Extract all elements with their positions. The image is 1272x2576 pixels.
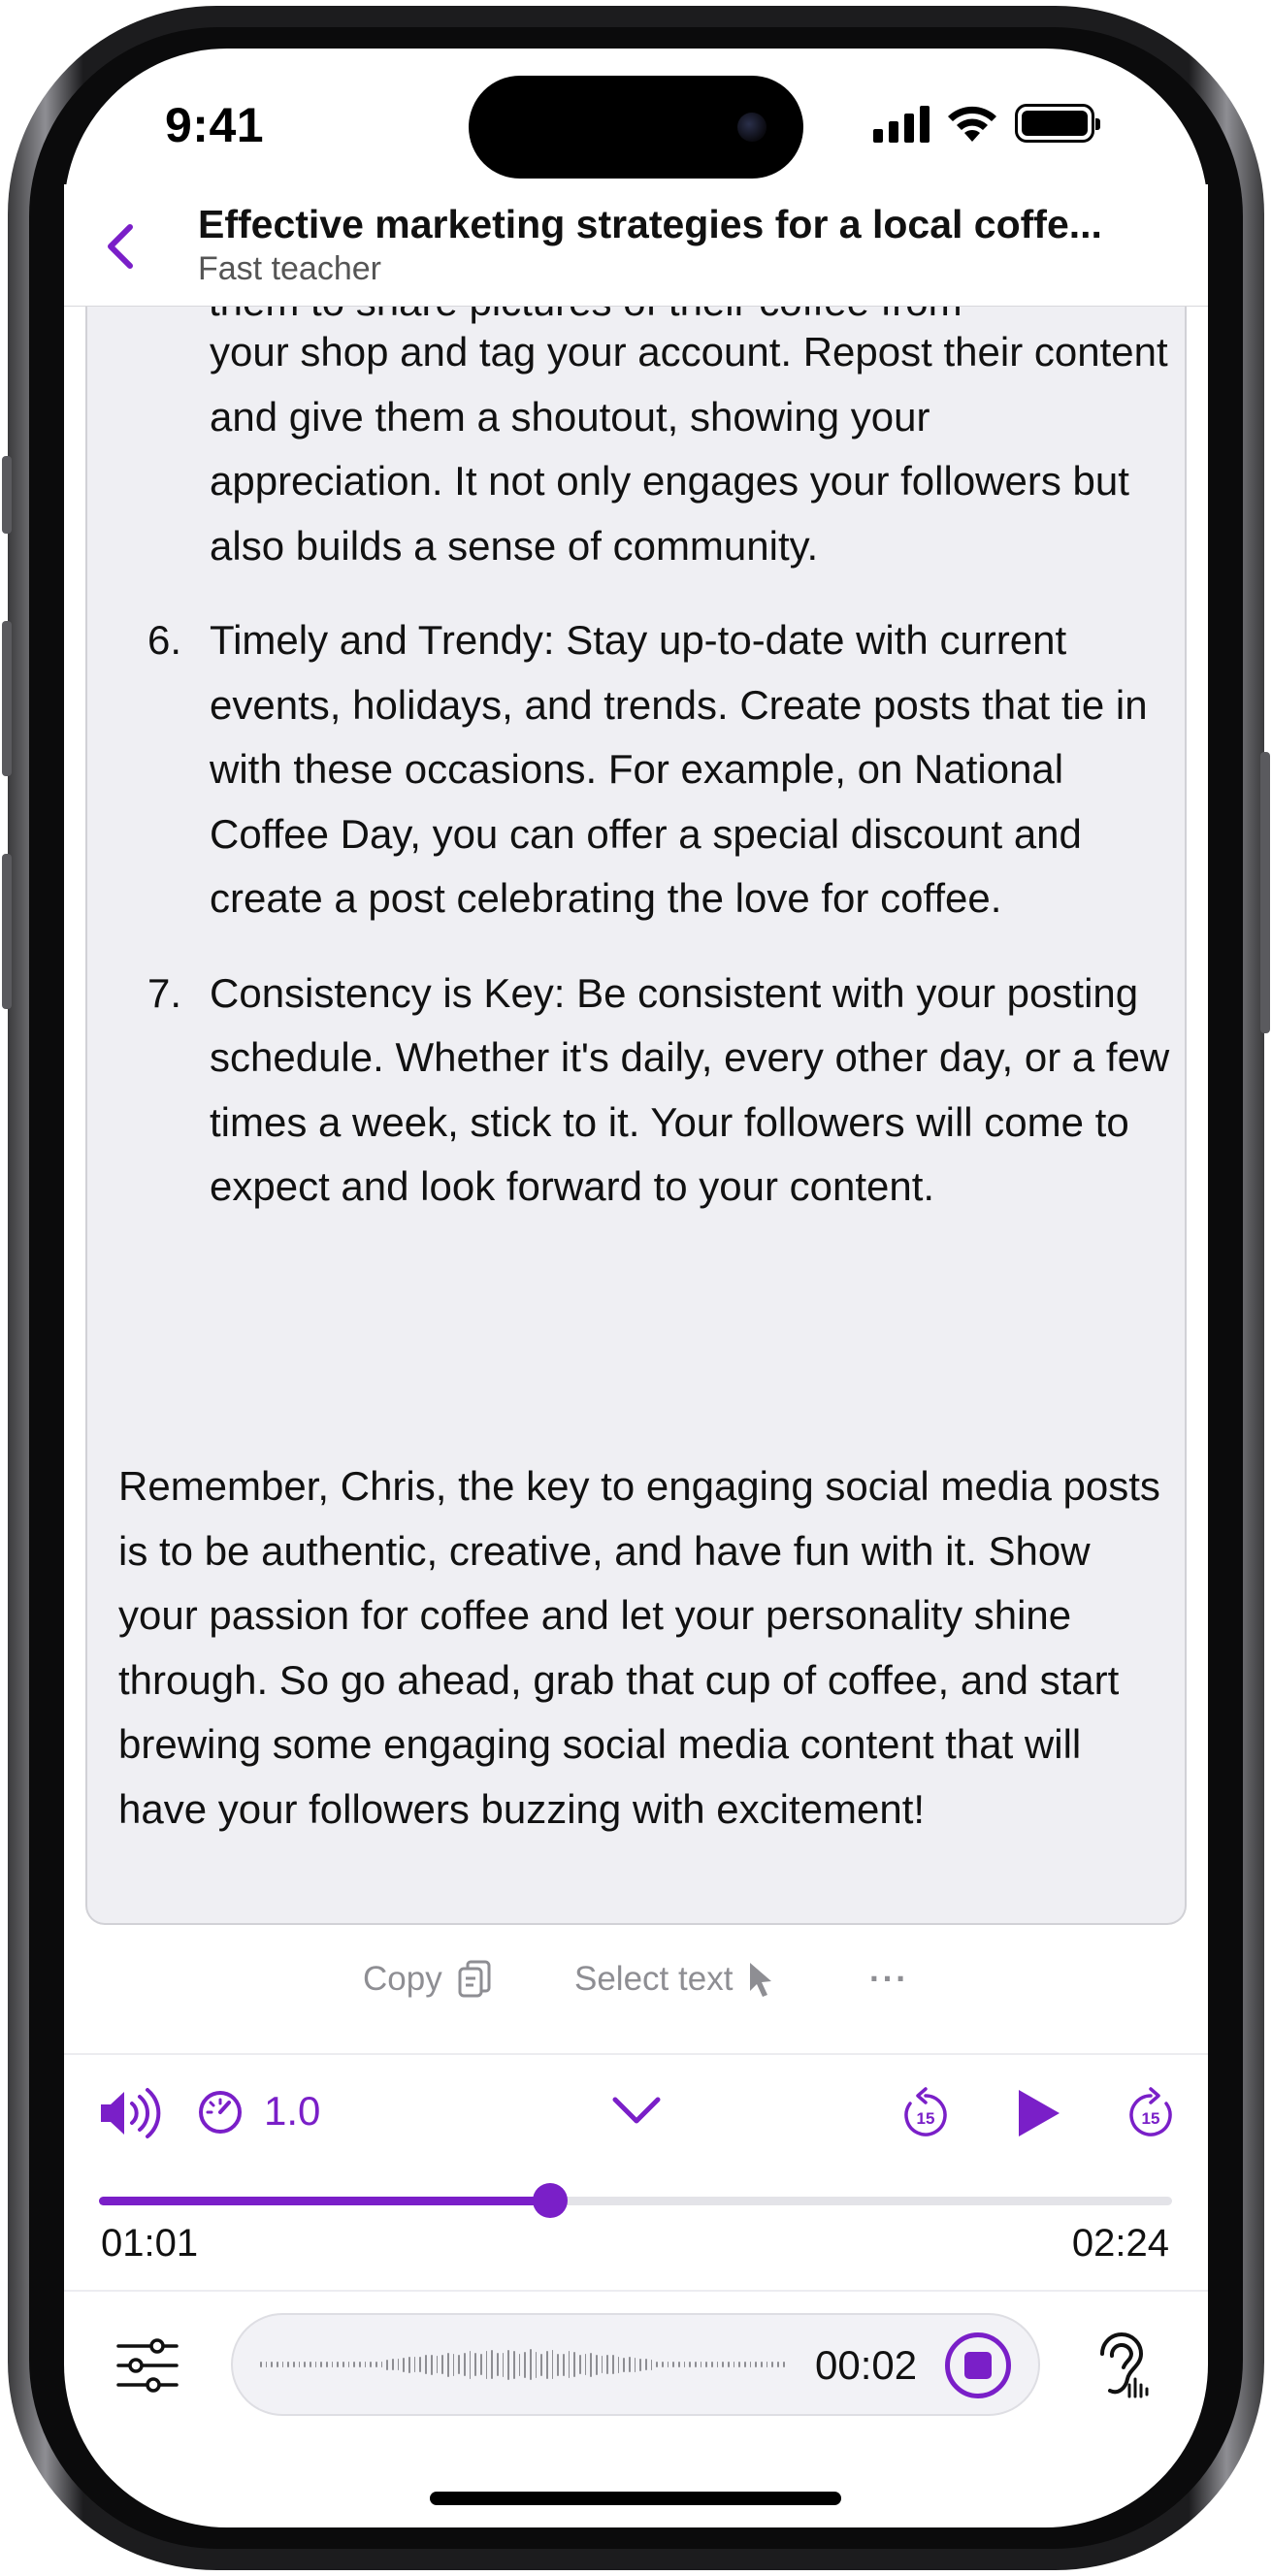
speed-gauge-icon[interactable] xyxy=(196,2088,245,2136)
waveform-bar xyxy=(602,2356,603,2373)
status-icons xyxy=(873,101,1094,146)
waveform-bar xyxy=(552,2350,554,2379)
page-subtitle: Fast teacher xyxy=(198,250,381,287)
copy-icon xyxy=(456,1959,493,2000)
waveform-bar xyxy=(585,2354,587,2375)
waveform-bar xyxy=(326,2362,328,2367)
waveform-bar xyxy=(590,2353,592,2377)
message-actions xyxy=(64,1950,1208,2008)
dynamic-island xyxy=(469,76,803,179)
waveform-bar xyxy=(260,2362,262,2367)
play-icon[interactable] xyxy=(1013,2086,1063,2140)
waveform-bar xyxy=(524,2352,526,2378)
side-button-volume-down xyxy=(2,854,12,1009)
waveform-bar xyxy=(293,2362,295,2367)
waveform-bar xyxy=(695,2362,697,2367)
list-text: Timely and Trendy: Stay up-to-date with current events, holidays, and trends. Create posts that tie in with these occasions. For example, on National Coffee Day, you can offer a special discount and create a post celebrating the love for coffee. xyxy=(210,617,1148,921)
sliders-settings-icon[interactable] xyxy=(114,2336,180,2395)
waveform-bar xyxy=(701,2362,702,2367)
waveform-bar xyxy=(474,2353,476,2376)
skip-forward-seconds: 15 xyxy=(1141,2109,1160,2128)
waveform-bar xyxy=(623,2358,625,2372)
waveform-bar xyxy=(629,2357,631,2372)
waveform-bar xyxy=(662,2362,664,2367)
status-time: 9:41 xyxy=(165,98,265,152)
audio-waveform xyxy=(260,2334,784,2395)
waveform-bar xyxy=(414,2357,416,2372)
waveform-bar xyxy=(408,2357,410,2373)
waveform-bar xyxy=(431,2355,433,2375)
stop-recording-button[interactable] xyxy=(945,2332,1011,2398)
waveform-bar xyxy=(310,2362,311,2367)
waveform-bar xyxy=(398,2359,400,2370)
list-text: your shop and tag your account. Repost their content and give them a shoutout, showing your appreciation. It not only engages your followers but also builds a sense of community. xyxy=(210,329,1168,569)
waveform-bar xyxy=(359,2362,361,2367)
waveform-bar xyxy=(645,2359,647,2370)
player-divider xyxy=(64,2053,1208,2055)
waveform-bar xyxy=(337,2362,339,2367)
list-item xyxy=(147,608,1176,931)
waveform-bar xyxy=(651,2360,653,2370)
waveform-bar xyxy=(689,2362,691,2367)
page-title: Effective marketing strategies for a local coffe... xyxy=(198,202,1102,246)
waveform-bar xyxy=(777,2362,779,2367)
waveform-bar xyxy=(441,2355,443,2374)
waveform-bar xyxy=(425,2355,427,2374)
waveform-bar xyxy=(486,2351,488,2379)
chevron-down-icon[interactable] xyxy=(609,2092,664,2131)
waveform-bar xyxy=(365,2362,367,2367)
list-text: Consistency is Key: Be consistent with your posting schedule. Whether it's daily, every other day, or a few times a week, stick to it. Your followers will come to expect and look forward to your content. xyxy=(210,969,1170,1209)
waveform-bar xyxy=(370,2362,372,2367)
waveform-bar xyxy=(728,2362,730,2367)
waveform-bar xyxy=(717,2362,719,2367)
chat-header xyxy=(64,184,1208,307)
waveform-bar xyxy=(711,2362,713,2367)
voice-recorder-bar xyxy=(231,2313,1040,2416)
waveform-bar xyxy=(618,2357,620,2373)
waveform-bar xyxy=(381,2362,383,2367)
waveform-bar xyxy=(755,2362,757,2367)
more-options-button[interactable]: ··· xyxy=(869,1960,909,1998)
waveform-bar xyxy=(722,2362,724,2367)
waveform-bar xyxy=(453,2354,455,2376)
copy-button[interactable] xyxy=(363,1950,493,2008)
playback-progress-track[interactable] xyxy=(99,2197,1172,2205)
waveform-bar xyxy=(507,2350,509,2380)
waveform-bar xyxy=(596,2355,598,2375)
camera-icon xyxy=(737,113,766,142)
waveform-bar xyxy=(540,2354,542,2376)
waveform-bar xyxy=(403,2358,405,2372)
waveform-bar xyxy=(569,2351,571,2378)
skip-forward-15-icon xyxy=(1125,2086,1176,2140)
skip-back-button[interactable] xyxy=(900,2086,951,2140)
waveform-bar xyxy=(783,2362,785,2367)
skip-forward-button[interactable] xyxy=(1125,2086,1176,2140)
cursor-arrow-icon xyxy=(746,1960,775,1999)
waveform-bar xyxy=(282,2362,284,2367)
side-button-volume-up xyxy=(2,621,12,776)
side-button-power xyxy=(1260,752,1270,1033)
waveform-bar xyxy=(573,2352,575,2377)
wifi-icon xyxy=(945,103,999,144)
waveform-bar xyxy=(519,2354,521,2376)
waveform-bar xyxy=(320,2362,322,2367)
waveform-bar xyxy=(766,2362,768,2367)
cellular-signal-icon xyxy=(873,104,930,143)
waveform-bar xyxy=(342,2362,344,2367)
waveform-bar xyxy=(386,2360,388,2370)
waveform-bar xyxy=(497,2353,499,2376)
side-button-action xyxy=(2,456,12,534)
skip-back-15-icon xyxy=(900,2086,951,2140)
waveform-bar xyxy=(266,2362,268,2367)
waveform-bar xyxy=(348,2362,350,2367)
waveform-bar xyxy=(536,2352,538,2378)
recording-time: 00:02 xyxy=(815,2342,918,2388)
waveform-bar xyxy=(353,2362,355,2367)
waveform-bar xyxy=(530,2349,532,2380)
message-closing: Remember, Chris, the key to engaging social media posts is to be authentic, creative, and have fun with it. Show your passion for coffee and let your personality shine through. So go ahead, grab that cup of coffee, and start brewing some engaging social media content that will have your followers buzzing with excitement! xyxy=(118,1463,1160,1832)
waveform-bar xyxy=(277,2362,278,2367)
waveform-bar xyxy=(480,2354,482,2375)
waveform-bar xyxy=(375,2362,377,2367)
waveform-bar xyxy=(705,2362,707,2367)
waveform-bar xyxy=(271,2362,273,2367)
home-indicator xyxy=(430,2492,841,2505)
waveform-bar xyxy=(304,2362,306,2367)
list-item xyxy=(147,962,1176,1220)
waveform-bar xyxy=(299,2362,301,2367)
list-number xyxy=(147,320,210,578)
recorder-divider xyxy=(64,2290,1208,2292)
waveform-bar xyxy=(635,2358,636,2372)
waveform-bar xyxy=(771,2362,773,2367)
waveform-bar xyxy=(761,2362,763,2367)
select-text-label: Select text xyxy=(574,1960,734,1998)
waveform-bar xyxy=(672,2362,674,2367)
waveform-bar xyxy=(392,2359,394,2370)
waveform-bar xyxy=(437,2356,439,2373)
select-text-button[interactable] xyxy=(574,1950,775,2008)
waveform-bar xyxy=(606,2355,608,2374)
message-bubble xyxy=(85,307,1187,1925)
list-number: 7. xyxy=(147,969,182,1016)
elapsed-time: 01:01 xyxy=(101,2222,199,2265)
copy-label: Copy xyxy=(363,1960,442,1998)
skip-back-seconds: 15 xyxy=(916,2109,935,2128)
waveform-bar xyxy=(678,2362,680,2367)
waveform-bar xyxy=(639,2359,641,2371)
back-chevron-icon[interactable] xyxy=(93,217,151,276)
waveform-bar xyxy=(734,2362,735,2367)
waveform-bar xyxy=(503,2353,505,2377)
waveform-bar xyxy=(563,2354,565,2376)
waveform-bar xyxy=(750,2362,752,2367)
battery-icon xyxy=(1015,104,1094,143)
waveform-bar xyxy=(668,2362,669,2367)
waveform-bar xyxy=(557,2354,559,2376)
waveform-bar xyxy=(332,2362,334,2367)
waveform-bar xyxy=(491,2350,493,2379)
waveform-bar xyxy=(738,2362,740,2367)
total-time: 02:24 xyxy=(1071,2222,1169,2265)
waveform-bar xyxy=(419,2357,421,2372)
playback-progress-fill xyxy=(99,2197,550,2205)
waveform-bar xyxy=(464,2353,466,2376)
waveform-bar xyxy=(447,2353,449,2377)
waveform-bar xyxy=(470,2351,472,2379)
volume-icon[interactable] xyxy=(97,2086,161,2140)
waveform-bar xyxy=(612,2355,614,2374)
message-list xyxy=(147,320,1176,1250)
waveform-bar xyxy=(546,2351,548,2379)
waveform-bar xyxy=(458,2355,460,2374)
waveform-bar xyxy=(744,2362,746,2367)
waveform-bar xyxy=(513,2351,515,2379)
playback-speed[interactable]: 1.0 xyxy=(264,2088,321,2134)
waveform-bar xyxy=(579,2355,581,2374)
ear-listening-icon[interactable] xyxy=(1094,2329,1149,2400)
waveform-bar xyxy=(684,2362,686,2367)
list-number: 6. xyxy=(147,617,182,663)
waveform-bar xyxy=(287,2362,289,2367)
playback-scrubber-handle[interactable] xyxy=(533,2183,568,2218)
waveform-bar xyxy=(315,2362,317,2367)
waveform-bar xyxy=(656,2362,658,2367)
list-item xyxy=(147,320,1176,578)
